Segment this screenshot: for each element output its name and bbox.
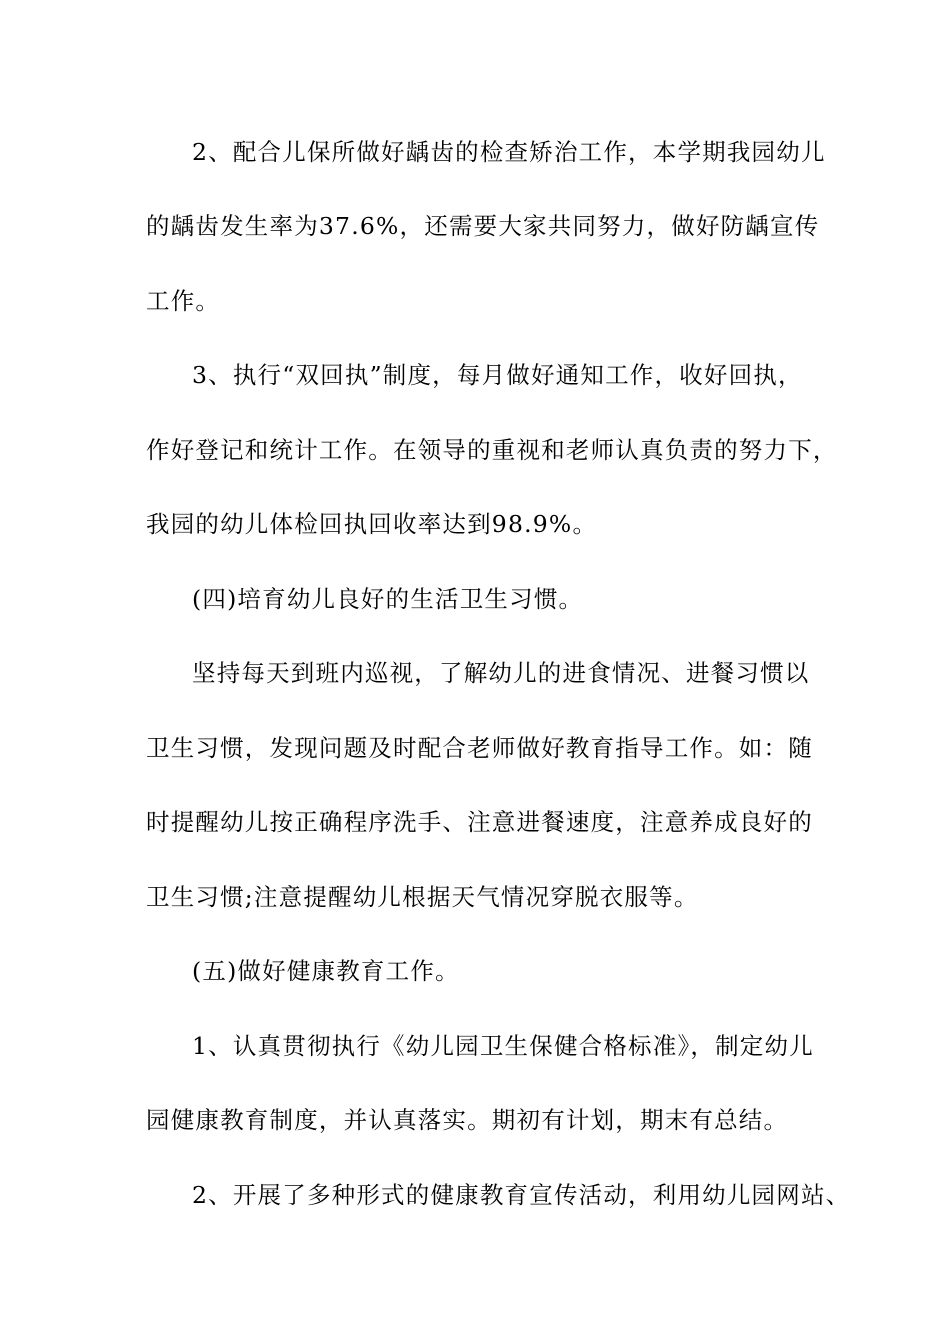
paragraph-line: 我园的幼儿体检回执回收率达到98.9%。 (146, 510, 598, 538)
paragraph-line: 时提醒幼儿按正确程序洗手、注意进餐速度，注意养成良好的 (146, 808, 813, 836)
section-heading: (四)培育幼儿良好的生活卫生习惯。 (192, 585, 584, 613)
paragraph-line: 作好登记和统计工作。在领导的重视和老师认真负责的努力下， (146, 436, 838, 464)
paragraph-line: 3、执行“双回执”制度，每月做好通知工作，收好回执， (192, 361, 803, 389)
paragraph-line: 坚持每天到班内巡视，了解幼儿的进食情况、进餐习惯以 (192, 659, 810, 687)
paragraph-line: 卫生习惯;注意提醒幼儿根据天气情况穿脱衣服等。 (146, 883, 699, 911)
paragraph-line: 卫生习惯，发现问题及时配合老师做好教育指导工作。如：随 (146, 734, 813, 762)
paragraph-line: 1、认真贯彻执行《幼儿园卫生保健合格标准》，制定幼儿 (192, 1032, 814, 1060)
paragraph-line: 2、开展了多种形式的健康教育宣传活动，利用幼儿园网站、 (192, 1181, 851, 1209)
paragraph-line: 工作。 (146, 287, 221, 315)
paragraph-line: 园健康教育制度，并认真落实。期初有计划，期末有总结。 (146, 1106, 789, 1134)
section-heading: (五)做好健康教育工作。 (192, 957, 460, 985)
paragraph-line: 的龋齿发生率为37.6%，还需要大家共同努力，做好防龋宣传 (146, 212, 820, 240)
paragraph-line: 2、配合儿保所做好龋齿的检查矫治工作，本学期我园幼儿 (192, 138, 826, 166)
